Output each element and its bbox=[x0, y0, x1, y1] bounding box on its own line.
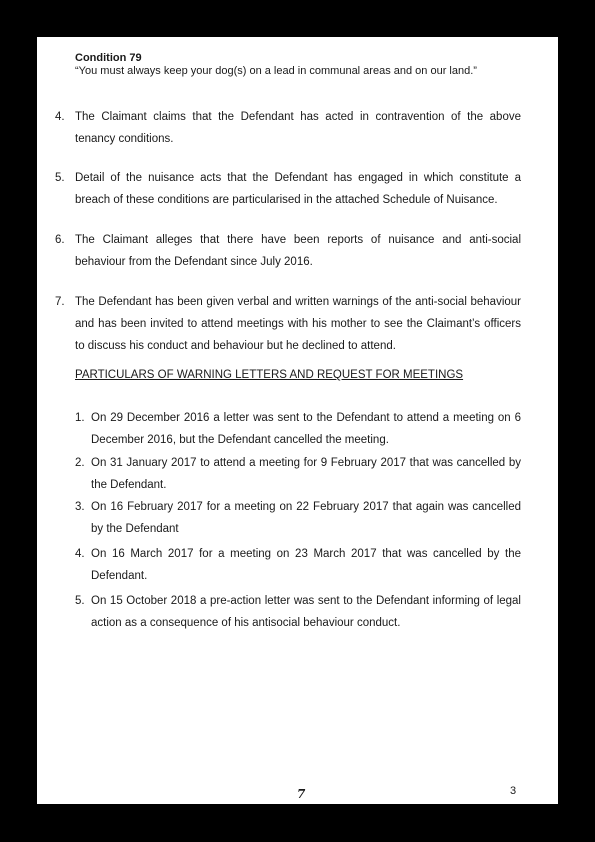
paragraph-7 bbox=[55, 291, 521, 357]
list-item bbox=[75, 452, 521, 496]
paragraph-text: The Defendant has been given verbal and written warnings of the anti-social behaviour and has been invited to attend meetings with his mother to see the Claimant’s officers to discuss his conduct and behaviour but he declined to attend. bbox=[75, 296, 521, 352]
paragraph-number: 7. bbox=[55, 296, 65, 308]
document-page bbox=[37, 37, 558, 804]
list-text: On 16 February 2017 for a meeting on 22 February 2017 that again was cancelled by the Defendant bbox=[91, 501, 521, 535]
list-text: On 16 March 2017 for a meeting on 23 March 2017 that was cancelled by the Defendant. bbox=[91, 548, 521, 582]
list-item bbox=[75, 496, 521, 540]
paragraph-number: 4. bbox=[55, 111, 65, 123]
paragraph-number: 6. bbox=[55, 234, 65, 246]
paragraph-text: The Claimant claims that the Defendant has acted in contravention of the above tenancy conditions. bbox=[75, 111, 521, 145]
list-item bbox=[75, 590, 521, 634]
list-text: On 15 October 2018 a pre-action letter was sent to the Defendant informing of legal action as a consequence of his antisocial behaviour conduct. bbox=[91, 595, 521, 629]
signature-mark: 7 bbox=[297, 787, 306, 801]
paragraph-5 bbox=[55, 167, 521, 211]
list-number: 4. bbox=[75, 548, 85, 560]
list-text: On 31 January 2017 to attend a meeting for 9 February 2017 that was cancelled by the Defendant. bbox=[91, 457, 521, 491]
list-number: 1. bbox=[75, 412, 85, 424]
paragraph-4 bbox=[55, 106, 521, 150]
paragraph-text: Detail of the nuisance acts that the Defendant has engaged in which constitute a breach of these conditions are particularised in the attached Schedule of Nuisance. bbox=[75, 172, 521, 206]
particulars-heading: PARTICULARS OF WARNING LETTERS AND REQUEST FOR MEETINGS bbox=[75, 369, 464, 381]
list-number: 2. bbox=[75, 457, 85, 469]
list-item bbox=[75, 407, 521, 451]
condition-title: Condition 79 bbox=[75, 52, 142, 64]
page-number: 3 bbox=[510, 785, 517, 797]
paragraph-number: 5. bbox=[55, 172, 65, 184]
list-number: 5. bbox=[75, 595, 85, 607]
condition-quote: “You must always keep your dog(s) on a lead in communal areas and on our land.” bbox=[75, 65, 477, 77]
list-text: On 29 December 2016 a letter was sent to the Defendant to attend a meeting on 6 December 2016, but the Defendant cancelled the meeting. bbox=[91, 412, 521, 446]
list-number: 3. bbox=[75, 501, 85, 513]
paragraph-6 bbox=[55, 229, 521, 273]
paragraph-text: The Claimant alleges that there have been reports of nuisance and anti-social behaviour from the Defendant since July 2016. bbox=[75, 234, 521, 268]
list-item bbox=[75, 543, 521, 587]
